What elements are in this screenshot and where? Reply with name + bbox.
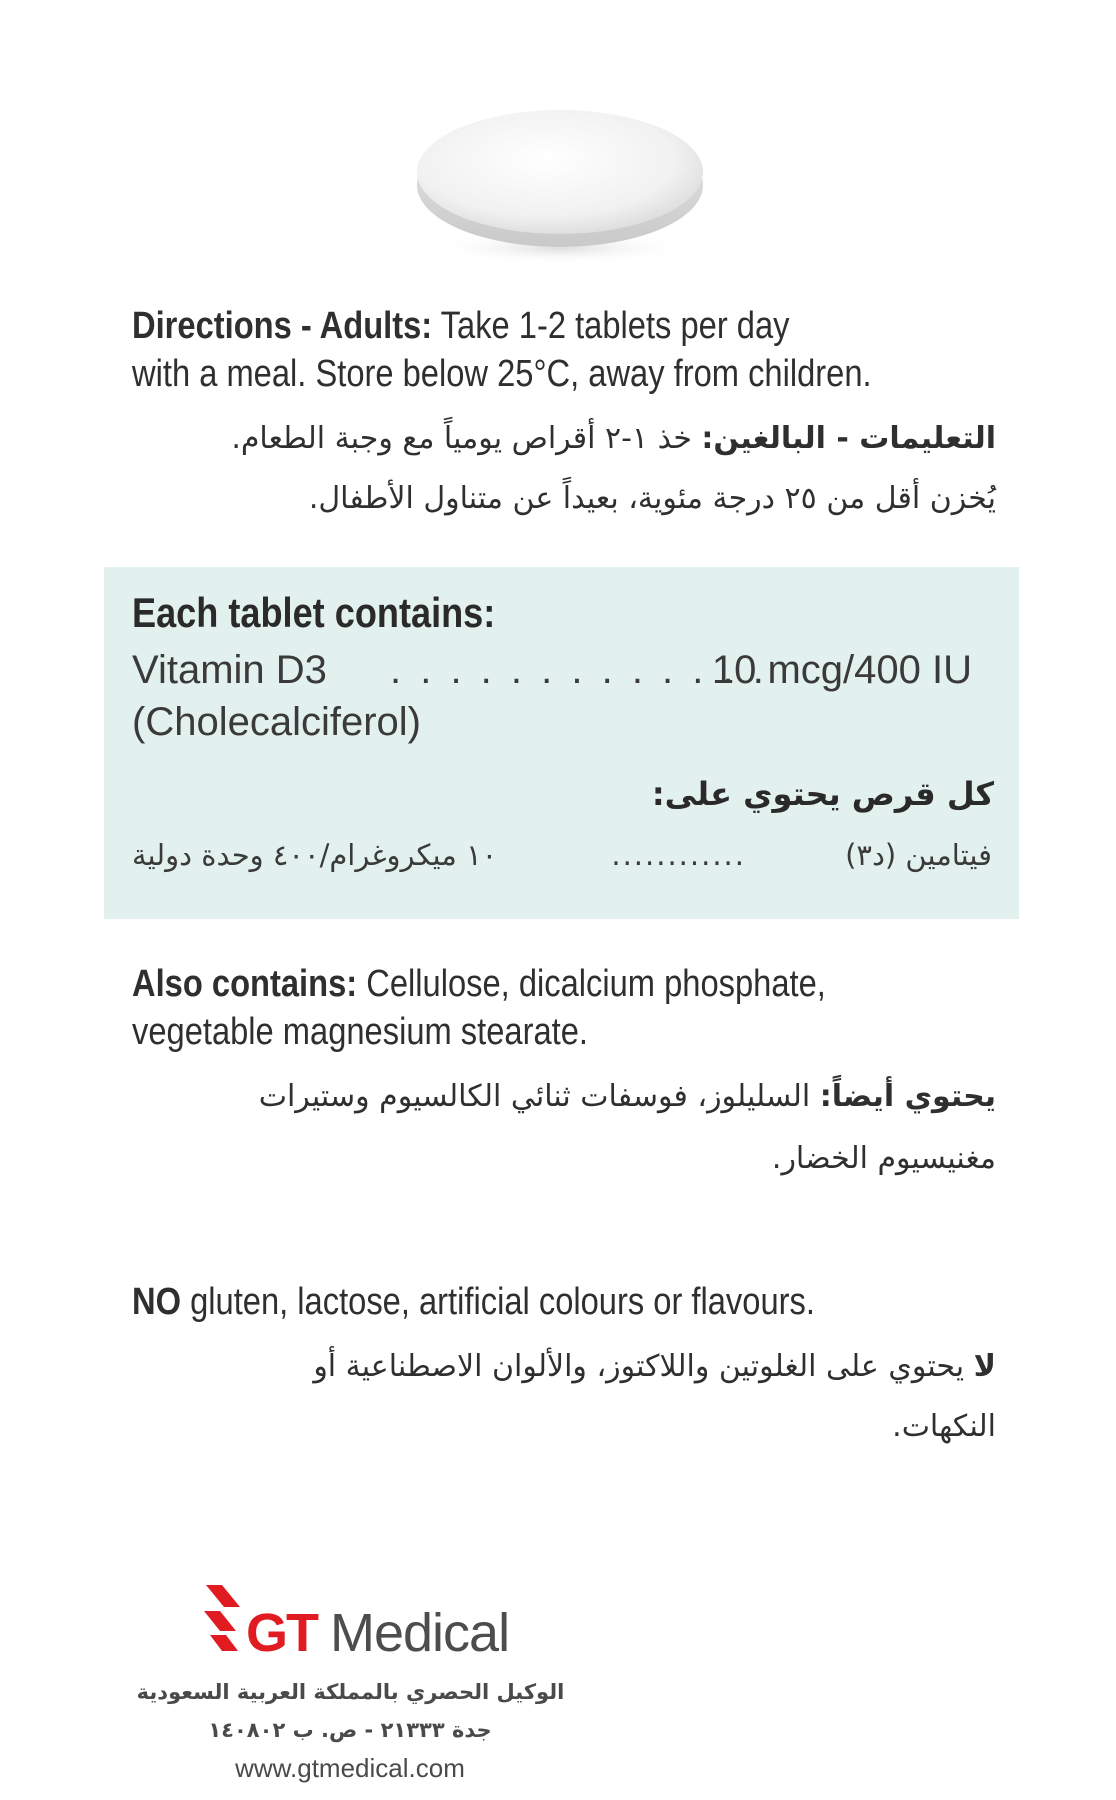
also-contains-en-line1 — [132, 960, 889, 1008]
directions-ar-label: التعليمات - البالغين: — [701, 421, 996, 456]
ingredient-amount: 10 mcg/400 IU — [711, 648, 972, 692]
composition-title-ar: كل قرص يحتوي على: — [651, 775, 994, 813]
ingredient-dots: . . . . . . . . . . . . . — [390, 648, 768, 692]
ingredient-name: Vitamin D3 — [132, 648, 327, 692]
composition-row — [132, 644, 972, 696]
directions-ar-line2: يُخزن أقل من ٢٥ درجة مئوية، بعيداً عن متناول الأطفال. — [308, 481, 996, 516]
directions-en-label: Directions - Adults: — [132, 305, 433, 347]
directions-ar-line1 — [76, 408, 996, 470]
also-contains-ar-line1 — [76, 1066, 996, 1128]
ingredient-subname: (Cholecalciferol) — [132, 700, 421, 744]
also-contains-ar-text1: السليلوز، فوسفات ثنائي الكالسيوم وستيرات — [258, 1079, 820, 1114]
ingredient-dots-ar: ............ — [611, 838, 746, 872]
free-from-ar-text1: يحتوي على الغلوتين واللاكتوز، والألوان الاصطناعية أو — [313, 1349, 974, 1384]
ingredient-name-ar: فيتامين (د٣) — [845, 838, 992, 872]
directions-en-line1 — [132, 302, 889, 350]
directions-en-text1: Take 1-2 tablets per day — [432, 305, 790, 347]
free-from-ar-line1 — [76, 1336, 996, 1398]
composition-title: Each tablet contains: — [132, 589, 496, 636]
logo-medical-text: Medical — [330, 1603, 510, 1663]
free-from-en-text: gluten, lactose, artificial colours or flavours. — [181, 1281, 815, 1323]
also-contains-ar-line2: مغنيسيوم الخضار. — [771, 1141, 996, 1176]
free-from-en-label: NO — [132, 1281, 182, 1323]
also-contains-en-text1: Cellulose, dicalcium phosphate, — [357, 963, 826, 1005]
also-contains-en-label: Also contains: — [132, 963, 358, 1005]
also-contains-en-line2: vegetable magnesium stearate. — [132, 1011, 588, 1053]
directions-en-line2: with a meal. Store below 25°C, away from children. — [132, 353, 872, 395]
free-from-ar-line2: النكهات. — [892, 1409, 996, 1444]
composition-row-ar — [132, 830, 992, 880]
also-contains-ar-label: يحتوي أيضاً: — [819, 1079, 996, 1114]
gt-medical-logo — [200, 1585, 520, 1665]
free-from-ar-label: لا — [973, 1349, 996, 1384]
website-link[interactable]: www.gtmedical.com — [235, 1753, 465, 1783]
tablet-image — [410, 80, 710, 270]
address-text: جدة ٢١٣٣٣ - ص. ب ١٤٠٨٠٢ — [208, 1718, 492, 1742]
free-from-en — [132, 1278, 889, 1326]
logo-gt-text: GT — [246, 1603, 317, 1663]
distributor-text: الوكيل الحصري بالمملكة العربية السعودية — [136, 1680, 565, 1704]
ingredient-amount-ar: ١٠ ميكروغرام/٤٠٠ وحدة دولية — [132, 838, 498, 872]
directions-ar-text1: خذ ١-٢ أقراص يومياً مع وجبة الطعام. — [231, 421, 702, 456]
